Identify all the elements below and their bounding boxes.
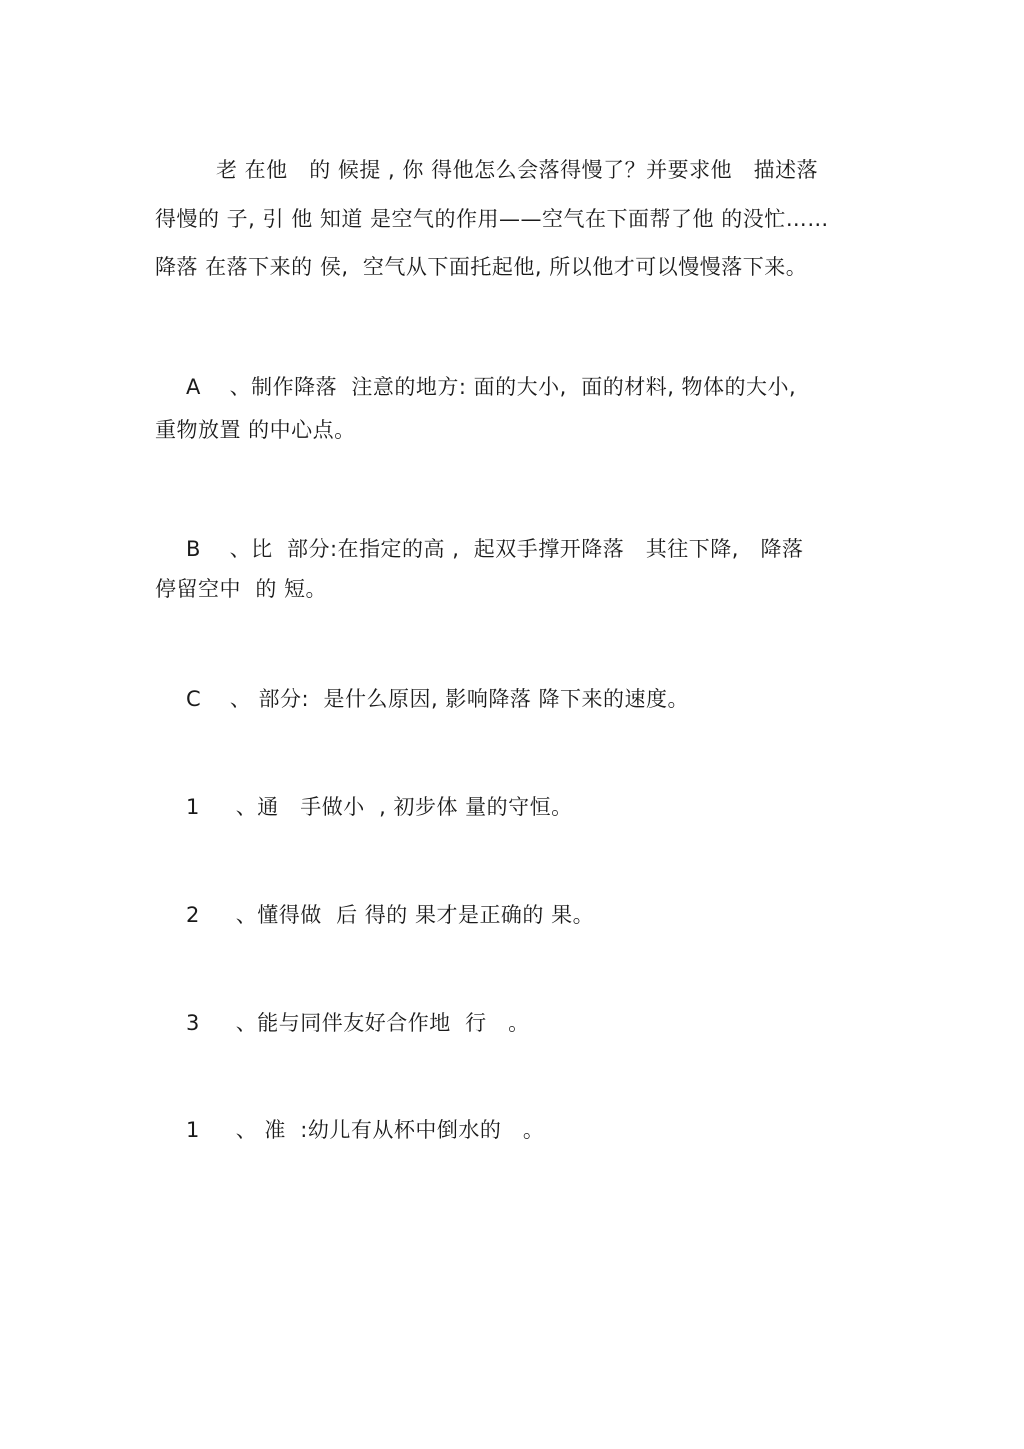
sectionB-line1: B 、比 部分:在指定的高 , 起双手撑开降落 其往下降, 降落	[186, 537, 804, 561]
sectionB-line2: 停留空中 的 短。	[155, 577, 328, 601]
prep-item-1: 1 、 准 :幼儿有从杯中倒水的 。	[186, 1118, 545, 1142]
sectionA-line1: A 、制作降落 注意的地方: 面的大小, 面的材料, 物体的大小,	[186, 375, 797, 399]
paragraph1-line1: 老 在他 的 候提 , 你 得他怎么会落得慢了？并要求他 描述落	[216, 158, 819, 182]
sectionA-line2: 重物放置 的中心点。	[155, 418, 356, 442]
goal-item-3: 3 、能与同伴友好合作地 行 。	[186, 1011, 530, 1035]
goal-item-2: 2 、懂得做 后 得的 果才是正确的 果。	[186, 903, 595, 927]
paragraph1-line2: 得慢的 子, 引 他 知道 是空气的作用——空气在下面帮了他 的没忙……	[155, 207, 829, 231]
sectionC-line1: C 、 部分: 是什么原因, 影响降落 降下来的速度。	[186, 687, 689, 711]
goal-item-1: 1 、通 手做小 , 初步体 量的守恒。	[186, 795, 573, 819]
paragraph1-line3: 降落 在落下来的 侯, 空气从下面托起他, 所以他才可以慢慢落下来。	[155, 255, 808, 279]
